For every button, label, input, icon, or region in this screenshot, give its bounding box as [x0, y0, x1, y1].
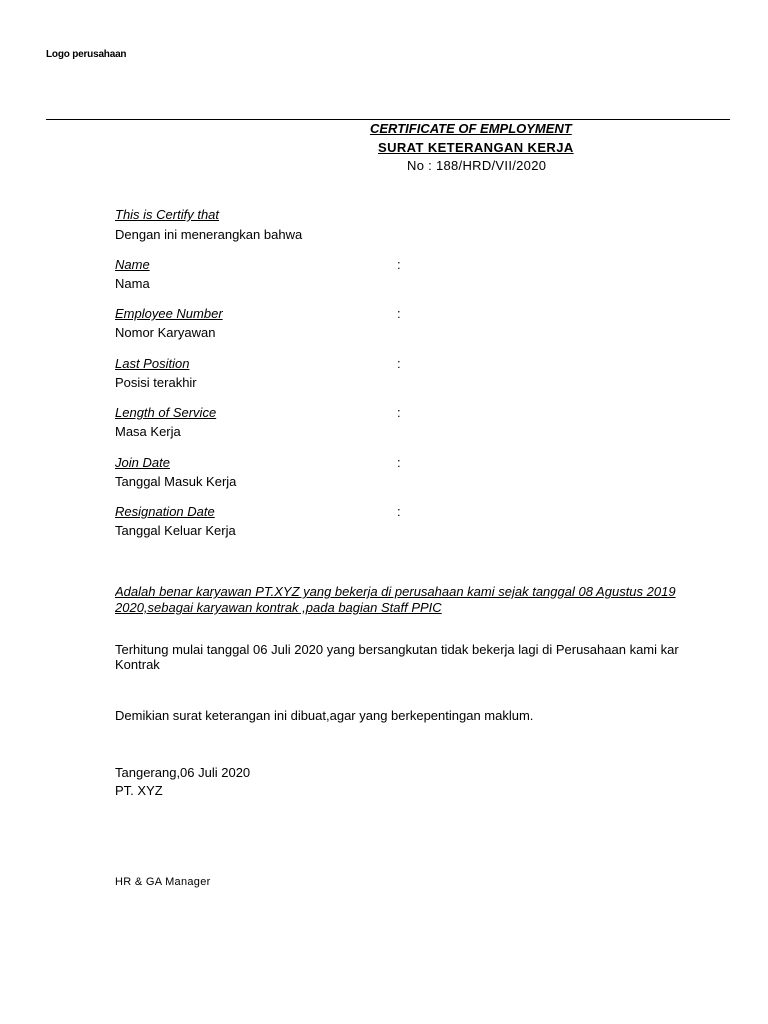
- field-resignation-date: [115, 504, 735, 544]
- field-label-english: Employee Number: [115, 306, 223, 321]
- statement-paragraph-line-1: Adalah benar karyawan PT.XYZ yang bekerja di perusahaan kami sejak tanggal 08 Agustus 2019: [115, 584, 676, 599]
- intro-indonesian: Dengan ini menerangkan bahwa: [115, 227, 303, 242]
- signer-title: HR & GA Manager: [115, 876, 211, 888]
- field-colon: :: [397, 455, 401, 470]
- field-label-indonesian: Tanggal Keluar Kerja: [115, 523, 236, 538]
- place-and-date: Tangerang,06 Juli 2020: [115, 765, 251, 780]
- company-name: PT. XYZ: [115, 783, 163, 798]
- field-label-indonesian: Nomor Karyawan: [115, 325, 216, 340]
- intro-english: This is Certify that: [115, 207, 220, 222]
- closing-paragraph: Demikian surat keterangan ini dibuat,agar yang berkepentingan maklum.: [115, 708, 534, 723]
- field-label-indonesian: Masa Kerja: [115, 424, 181, 439]
- field-colon: :: [397, 306, 401, 321]
- field-label-english: Join Date: [115, 455, 170, 470]
- termination-paragraph-line-2: Kontrak: [115, 657, 160, 672]
- termination-paragraph-line-1: Terhitung mulai tanggal 06 Juli 2020 yang bersangkutan tidak bekerja lagi di Perusahaan kami kar: [115, 642, 679, 657]
- field-label-indonesian: Nama: [115, 276, 150, 291]
- title-indonesian: SURAT KETERANGAN KERJA: [378, 140, 574, 155]
- field-label-english: Length of Service: [115, 405, 217, 420]
- field-colon: :: [397, 405, 401, 420]
- field-last-position: [115, 356, 735, 396]
- field-name: [115, 257, 735, 297]
- title-english: CERTIFICATE OF EMPLOYMENT: [370, 121, 572, 136]
- field-label-indonesian: Tanggal Masuk Kerja: [115, 474, 237, 489]
- statement-paragraph-line-2: 2020,sebagai karyawan kontrak ,pada bagian Staff PPIC: [115, 600, 442, 615]
- field-colon: :: [397, 504, 401, 519]
- field-join-date: [115, 455, 735, 495]
- company-logo-placeholder: Logo perusahaan: [46, 49, 127, 60]
- field-label-english: Last Position: [115, 356, 190, 371]
- field-colon: :: [397, 356, 401, 371]
- document-number: No : 188/HRD/VII/2020: [407, 158, 547, 173]
- field-label-english: Name: [115, 257, 150, 272]
- field-label-indonesian: Posisi terakhir: [115, 375, 197, 390]
- header-divider: [46, 119, 730, 120]
- field-length-of-service: [115, 405, 735, 445]
- field-colon: :: [397, 257, 401, 272]
- field-employee-number: [115, 306, 735, 346]
- field-label-english: Resignation Date: [115, 504, 215, 519]
